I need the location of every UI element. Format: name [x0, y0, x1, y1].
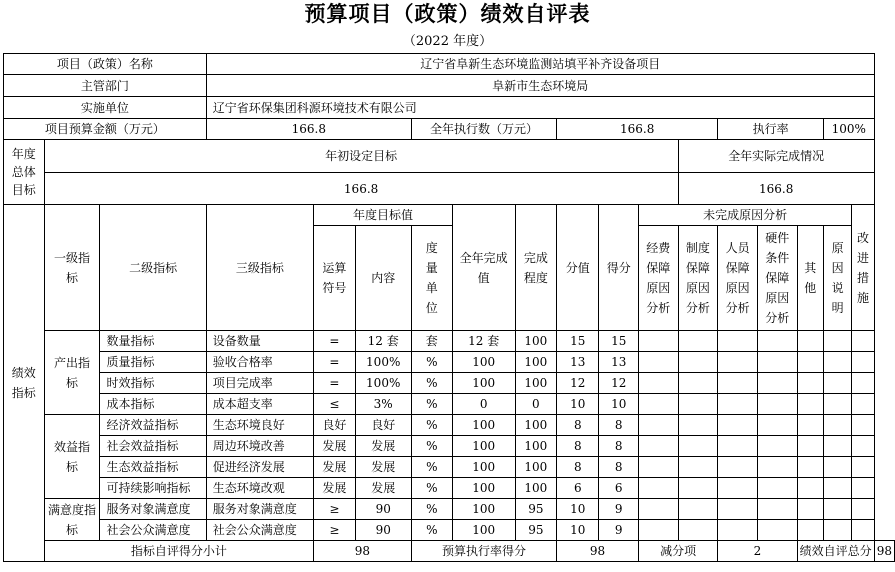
row-dept: [4, 75, 895, 97]
initial-goal-label: 年初设定目标: [44, 140, 678, 173]
row-project-name: [4, 54, 895, 75]
level3-cell: 服务对象满意度: [206, 499, 313, 520]
done-cell: 100: [452, 373, 515, 394]
done-cell: 12 套: [452, 331, 515, 352]
content-cell: 良好: [355, 415, 411, 436]
score-cell: 8: [599, 415, 638, 436]
unit-cell: %: [411, 394, 452, 415]
done-cell: 100: [452, 478, 515, 499]
annual-done-header: 全年完成值: [452, 205, 515, 331]
level2-cell: 经济效益指标: [100, 415, 206, 436]
done-cell: 100: [452, 415, 515, 436]
operator-cell: 发展: [314, 436, 356, 457]
level2-cell: 服务对象满意度: [100, 499, 206, 520]
content-cell: 发展: [355, 478, 411, 499]
group-satisfaction: 满意度指标: [44, 499, 100, 541]
reason-funding-header: 经费保障原因分析: [638, 226, 678, 331]
unit-cell: 套: [411, 331, 452, 352]
reason-hardware-header: 硬件条件保障原因分析: [757, 226, 797, 331]
row-goal-values: [4, 173, 895, 205]
reason-staff-header: 人员保障原因分析: [718, 226, 758, 331]
operator-cell: 发展: [314, 457, 356, 478]
value-cell: 10: [557, 394, 599, 415]
level2-cell: 成本指标: [100, 394, 206, 415]
reason-header: 未完成原因分析: [638, 205, 851, 226]
score-cell: 8: [599, 436, 638, 457]
row-summary: [4, 541, 895, 562]
done-cell: 100: [452, 499, 515, 520]
degree-cell: 100: [515, 436, 557, 457]
budget-label: 项目预算金额（万元）: [4, 119, 207, 140]
operator-cell: =: [314, 331, 356, 352]
content-cell: 100%: [355, 373, 411, 394]
content-cell: 90: [355, 499, 411, 520]
dept-value: 阜新市生态环境局: [206, 75, 874, 97]
exec-rate-value: 100%: [823, 119, 874, 140]
level2-cell: 生态效益指标: [100, 457, 206, 478]
level3-cell: 生态环境良好: [206, 415, 313, 436]
deduction-label: 减分项: [638, 541, 717, 562]
value-cell: 6: [557, 478, 599, 499]
level2-cell: 社会效益指标: [100, 436, 206, 457]
annual-exec-label: 全年执行数（万元）: [411, 119, 556, 140]
perf-indicators-label: 绩效指标: [4, 205, 45, 562]
score-header: 得分: [599, 205, 638, 331]
score-cell: 6: [599, 478, 638, 499]
level2-header: 二级指标: [100, 205, 206, 331]
table-row: [4, 394, 895, 415]
row-indicator-header-1: [4, 205, 895, 226]
content-cell: 发展: [355, 457, 411, 478]
degree-cell: 95: [515, 520, 557, 541]
impl-label: 实施单位: [4, 97, 207, 119]
content-cell: 90: [355, 520, 411, 541]
row-budget: [4, 119, 895, 140]
budget-score-label: 预算执行率得分: [411, 541, 556, 562]
subtotal-label: 指标自评得分小计: [44, 541, 313, 562]
level2-cell: 数量指标: [100, 331, 206, 352]
level3-cell: 验收合格率: [206, 352, 313, 373]
content-cell: 12 套: [355, 331, 411, 352]
score-cell: 15: [599, 331, 638, 352]
unit-header: 度量单位: [411, 226, 452, 331]
level2-cell: 时效指标: [100, 373, 206, 394]
level2-cell: 质量指标: [100, 352, 206, 373]
score-cell: 9: [599, 520, 638, 541]
operator-cell: =: [314, 352, 356, 373]
subtotal-value: 98: [314, 541, 412, 562]
degree-cell: 100: [515, 415, 557, 436]
level3-cell: 社会公众满意度: [206, 520, 313, 541]
operator-cell: ≥: [314, 520, 356, 541]
level3-cell: 周边环境改善: [206, 436, 313, 457]
actual-goal-value: 166.8: [678, 173, 874, 205]
value-cell: 10: [557, 499, 599, 520]
score-cell: 13: [599, 352, 638, 373]
exec-rate-label: 执行率: [718, 119, 824, 140]
table-row: [4, 415, 895, 436]
operator-cell: =: [314, 373, 356, 394]
value-cell: 10: [557, 520, 599, 541]
degree-cell: 100: [515, 331, 557, 352]
reason-note-header: 原因说明: [823, 226, 851, 331]
value-cell: 8: [557, 415, 599, 436]
degree-cell: 95: [515, 499, 557, 520]
impl-value: 辽宁省环保集团科源环境技术有限公司: [206, 97, 874, 119]
score-cell: 9: [599, 499, 638, 520]
group-benefit: 效益指标: [44, 415, 100, 499]
operator-cell: 良好: [314, 415, 356, 436]
score-value-header: 分值: [557, 205, 599, 331]
degree-cell: 0: [515, 394, 557, 415]
content-cell: 发展: [355, 436, 411, 457]
unit-cell: %: [411, 436, 452, 457]
budget-value: 166.8: [206, 119, 411, 140]
done-cell: 100: [452, 352, 515, 373]
unit-cell: %: [411, 520, 452, 541]
level2-cell: 社会公众满意度: [100, 520, 206, 541]
annual-exec-value: 166.8: [557, 119, 718, 140]
value-cell: 15: [557, 331, 599, 352]
operator-header: 运算符号: [314, 226, 356, 331]
degree-cell: 100: [515, 352, 557, 373]
operator-cell: 发展: [314, 478, 356, 499]
dept-label: 主管部门: [4, 75, 207, 97]
total-score-label: 绩效自评总分: [797, 541, 874, 562]
group-output: 产出指标: [44, 331, 100, 415]
level3-cell: 促进经济发展: [206, 457, 313, 478]
level3-cell: 设备数量: [206, 331, 313, 352]
row-impl: [4, 97, 895, 119]
deduction-value: 2: [718, 541, 797, 562]
table-row: [4, 457, 895, 478]
value-cell: 8: [557, 457, 599, 478]
table-row: [4, 499, 895, 520]
level3-cell: 成本超支率: [206, 394, 313, 415]
done-cell: 100: [452, 436, 515, 457]
value-cell: 13: [557, 352, 599, 373]
project-name-label: 项目（政策）名称: [4, 54, 207, 75]
score-cell: 12: [599, 373, 638, 394]
annual-target-header: 年度目标值: [314, 205, 453, 226]
unit-cell: %: [411, 457, 452, 478]
content-header: 内容: [355, 226, 411, 331]
unit-cell: %: [411, 478, 452, 499]
operator-cell: ≥: [314, 499, 356, 520]
measures-header: 改进措施: [852, 205, 874, 331]
degree-cell: 100: [515, 478, 557, 499]
level2-cell: 可持续影响指标: [100, 478, 206, 499]
unit-cell: %: [411, 499, 452, 520]
reason-system-header: 制度保障原因分析: [678, 226, 718, 331]
value-cell: 12: [557, 373, 599, 394]
evaluation-table: [3, 53, 895, 562]
table-row: [4, 520, 895, 541]
content-cell: 3%: [355, 394, 411, 415]
unit-cell: %: [411, 415, 452, 436]
level1-header: 一级指标: [44, 205, 100, 331]
total-score-value: 98: [874, 541, 894, 562]
done-cell: 0: [452, 394, 515, 415]
unit-cell: %: [411, 352, 452, 373]
value-cell: 8: [557, 436, 599, 457]
score-cell: 8: [599, 457, 638, 478]
done-cell: 100: [452, 520, 515, 541]
operator-cell: ≤: [314, 394, 356, 415]
table-row: [4, 373, 895, 394]
score-cell: 10: [599, 394, 638, 415]
done-cell: 100: [452, 457, 515, 478]
level3-header: 三级指标: [206, 205, 313, 331]
page-title: 预算项目（政策）绩效自评表: [304, 2, 591, 26]
table-row: [4, 436, 895, 457]
actual-goal-label: 全年实际完成情况: [678, 140, 874, 173]
degree-cell: 100: [515, 457, 557, 478]
unit-cell: %: [411, 373, 452, 394]
row-goal-headers: [4, 140, 895, 173]
content-cell: 100%: [355, 352, 411, 373]
annual-goal-label: 年度总体目标: [4, 140, 45, 205]
reason-other-header: 其他: [797, 226, 823, 331]
report-year: （2022 年度）: [402, 34, 493, 49]
degree-cell: 100: [515, 373, 557, 394]
level3-cell: 项目完成率: [206, 373, 313, 394]
table-row: [4, 478, 895, 499]
initial-goal-value: 166.8: [44, 173, 678, 205]
level3-cell: 生态环境改观: [206, 478, 313, 499]
table-row: [4, 331, 895, 352]
table-row: [4, 352, 895, 373]
project-name-value: 辽宁省阜新生态环境监测站填平补齐设备项目: [206, 54, 874, 75]
degree-header: 完成程度: [515, 205, 557, 331]
budget-score-value: 98: [557, 541, 639, 562]
